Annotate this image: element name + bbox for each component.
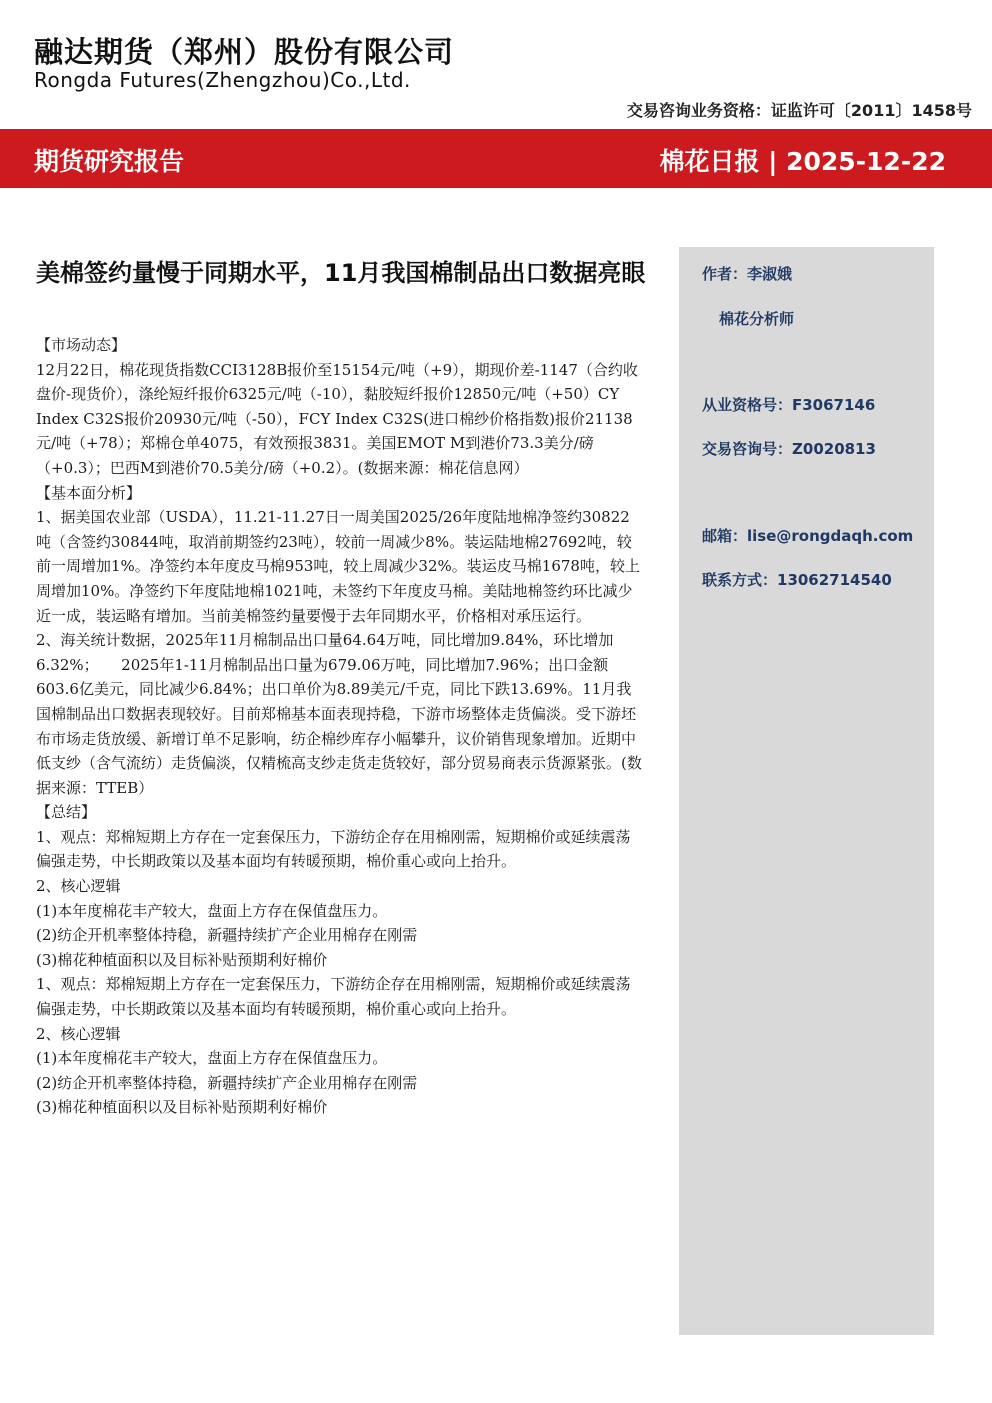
paragraph-usda: 1、据美国农业部（USDA），11.21-11.27日一周美国2025/26年度陆地棉净签约30822吨（含签约30844吨，取消前期签约23吨），较前一周减少8%。装运陆地棉27692吨，较前一周增加1%。净签约本年度皮马棉953吨，较上周减少32%。装运皮马棉1678吨，较上周增加10%。净签约下年度陆地棉1021吨，未签约下年度皮马棉。美陆地棉签约环比减少近一成，装运略有增加。当前美棉签约量要慢于去年同期水平，价格相对承压运行。: [36, 508, 640, 625]
company-name-cn: 融达期货（郑州）股份有限公司: [34, 35, 455, 69]
report-title-date: 棉花日报 | 2025-12-22: [659, 147, 946, 176]
author-title: 棉花分析师: [719, 310, 795, 328]
summary-logic-item: (1)本年度棉花丰产较大，盘面上方存在保值盘压力。: [36, 1049, 388, 1068]
section-heading-summary: 【总结】: [36, 803, 97, 822]
author-email[interactable]: 邮箱：lise@rongdaqh.com: [702, 527, 914, 545]
summary-logic-item: (1)本年度棉花丰产较大，盘面上方存在保值盘压力。: [36, 901, 388, 920]
paragraph-market: 12月22日，棉花现货指数CCI3128B报价至15154元/吨（+9），期现价差-1147（合约收盘价-现货价），涤纶短纤报价6325元/吨（-10），黏胶短纤报价12850元/吨（+50）CY Index C32S报价20930元/吨（-50），FCY Index C32S(进口棉纱价格指数)报价21138元/吨（+78）；郑棉仓单4075，有效预报3831。美国EMOT M到港价73.3美分/磅（+0.3）；巴西M到港价70.5美分/磅（+0.2）。(数据来源：棉花信息网）: [36, 360, 638, 477]
section-heading-market: 【市场动态】: [36, 336, 127, 354]
summary-logic-heading: 2、核心逻辑: [36, 877, 121, 896]
company-name-en: Rongda Futures(Zhengzhou)Co.,Ltd.: [34, 68, 411, 92]
author-sidebar: [679, 247, 934, 1335]
section-heading-fundamental: 【基本面分析】: [36, 483, 142, 502]
summary-logic-item: (2)纺企开机率整体持稳，新疆持续扩产企业用棉存在刚需: [36, 1073, 418, 1092]
summary-logic-item: (2)纺企开机率整体持稳，新疆持续扩产企业用棉存在刚需: [36, 926, 418, 945]
article-body: [36, 333, 642, 1120]
summary-view: 1、观点：郑棉短期上方存在一定套保压力，下游纺企存在用棉刚需，短期棉价或延续震荡偏强走势，中长期政策以及基本面均有转暖预期，棉价重心或向上抬升。: [36, 827, 631, 871]
author-phone: 联系方式：13062714540: [702, 571, 892, 589]
summary-view-repeat: 1、观点：郑棉短期上方存在一定套保压力，下游纺企存在用棉刚需，短期棉价或延续震荡偏强走势，中长期政策以及基本面均有转暖预期，棉价重心或向上抬升。: [36, 975, 631, 1019]
report-type: 期货研究报告: [34, 147, 185, 176]
consult-number: 交易咨询号：Z0020813: [702, 440, 876, 458]
author-name: 作者：李淑娥: [702, 265, 793, 283]
summary-logic-heading-repeat: 2、核心逻辑: [36, 1024, 121, 1043]
license-text: 交易咨询业务资格：证监许可〔2011〕1458号: [626, 101, 972, 120]
paragraph-customs: 2、海关统计数据，2025年11月棉制品出口量64.64万吨，同比增加9.84%，环比增加6.32%； 2025年1-11月棉制品出口量为679.06万吨，同比增加7.96%；出口金额603.6亿美元，同比减少6.84%；出口单价为8.89美元/千克，同比下跌13.69%。11月我国棉制品出口数据表现较好。目前郑棉基本面表现持稳，下游市场整体走货偏淡。受下游坯布市场走货放缓、新增订单不足影响，纺企棉纱库存小幅攀升，议价销售现象增加。近期中低支纱（含气流纺）走货偏淡，仅精梳高支纱走货走货较好，部分贸易商表示货源紧张。(数据来源：TTEB）: [36, 631, 642, 797]
summary-logic-item: (3)棉花种植面积以及目标补贴预期利好棉价: [36, 950, 328, 969]
summary-logic-item: (3)棉花种植面积以及目标补贴预期利好棉价: [36, 1098, 328, 1117]
report-banner: [0, 129, 992, 188]
article-headline: 美棉签约量慢于同期水平，11月我国棉制品出口数据亮眼: [36, 259, 646, 287]
qualification-number: 从业资格号：F3067146: [702, 396, 876, 414]
